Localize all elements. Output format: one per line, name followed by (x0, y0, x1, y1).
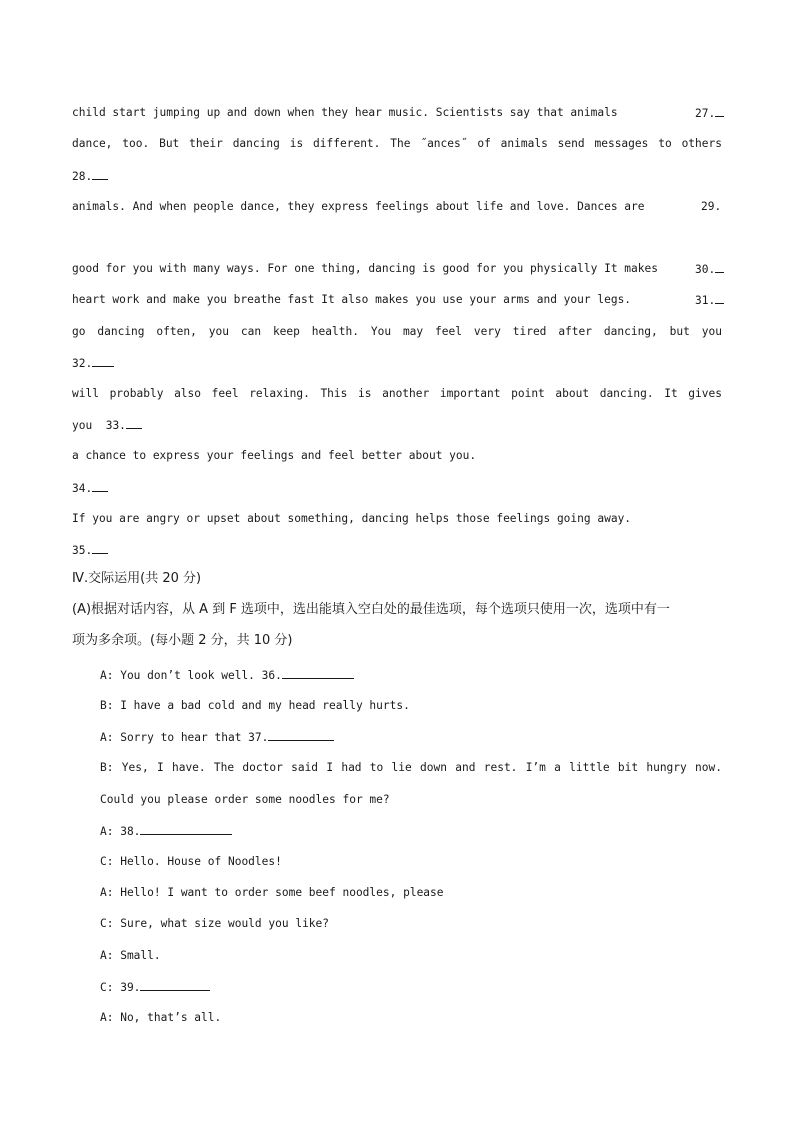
section-instruction-line-2: 项为多余项。(每小题 2 分，共 10 分) (72, 633, 293, 648)
passage-line-1: child start jumping up and down when they hear music. Scientists say that animals (72, 106, 618, 119)
passage-line-7: will probably also feel relaxing. This is another important point about dancing. It gives (72, 387, 722, 400)
blank-29-number: 29. (701, 200, 722, 213)
blank-32-number: 32. (72, 357, 93, 370)
passage-line-3: animals. And when people dance, they express feelings about life and love. Dances are (72, 200, 645, 213)
dialogue-line: A: Small. (100, 949, 161, 962)
blank-29[interactable] (701, 197, 721, 217)
blank-30-line (715, 259, 724, 273)
dialogue-text: A: Sorry to hear that 37. (100, 731, 269, 744)
blank-27-line (715, 103, 724, 117)
blank-32-line (92, 353, 114, 367)
dialogue-line: B: Yes, I have. The doctor said I had to lie down and rest. I’m a little bit hungry now. (100, 761, 722, 774)
dialogue-line: B: I have a bad cold and my head really hurts. (100, 699, 410, 712)
dialogue-line: Could you please order some noodles for me? (100, 793, 390, 806)
passage-line-9: a chance to express your feelings and feel better about you. (72, 449, 477, 462)
passage-line-8: you (72, 419, 93, 432)
blank-34[interactable] (72, 478, 108, 499)
blank-27[interactable] (695, 103, 724, 124)
blank-31[interactable] (695, 290, 724, 311)
dialogue-line: A: No, that’s all. (100, 1011, 222, 1024)
blank-28-line (92, 166, 108, 180)
dialogue-text: C: 39. (100, 981, 141, 994)
blank-36-line (282, 665, 354, 679)
blank-31-number: 31. (695, 294, 716, 307)
blank-28-number: 28. (72, 170, 93, 183)
blank-27-number: 27. (695, 107, 716, 120)
blank-33-number: 33. (105, 419, 126, 432)
passage-line-4: good for you with many ways. For one thing, dancing is good for you physically It makes (72, 262, 658, 275)
dialogue-line: C: Hello. House of Noodles! (100, 855, 282, 868)
blank-33[interactable] (72, 415, 142, 436)
passage-line-10: If you are angry or upset about something, dancing helps those feelings going away. (72, 512, 632, 525)
blank-30-number: 30. (695, 263, 716, 276)
blank-33-line (126, 415, 142, 429)
blank-37-line (268, 727, 334, 741)
blank-35[interactable] (72, 540, 108, 561)
blank-32[interactable] (72, 353, 114, 374)
blank-34-line (92, 478, 108, 492)
dialogue-text: A: You don’t look well. 36. (100, 669, 282, 682)
blank-35-line (92, 540, 108, 554)
section-heading: Ⅳ.交际运用(共 20 分) (72, 571, 202, 586)
dialogue-line-39[interactable] (100, 977, 210, 998)
blank-31-line (715, 290, 724, 304)
dialogue-line: A: Hello! I want to order some beef noodles, please (100, 886, 444, 899)
blank-39-line (140, 977, 210, 991)
dialogue-line-37[interactable] (100, 727, 334, 748)
dialogue-line-38[interactable] (100, 821, 232, 842)
dialogue-line: C: Sure, what size would you like? (100, 917, 330, 930)
blank-38-line (140, 821, 232, 835)
blank-28[interactable] (72, 166, 108, 187)
dialogue-line-36[interactable] (100, 665, 354, 686)
blank-35-number: 35. (72, 544, 93, 557)
passage-line-6: go dancing often, you can keep health. You may feel very tired after dancing, but you (72, 325, 722, 338)
passage-line-5: heart work and make you breathe fast It also makes you use your arms and your legs. (72, 293, 632, 306)
blank-30[interactable] (695, 259, 724, 280)
dialogue-text: A: 38. (100, 825, 141, 838)
passage-line-2: dance, too. But their dancing is different. The ˝ances˝ of animals send messages to others (72, 137, 722, 150)
blank-34-number: 34. (72, 482, 93, 495)
section-instruction-line-1: (A)根据对话内容，从 A 到 F 选项中，选出能填入空白处的最佳选项，每个选项只使用一次，选项中有一 (72, 602, 670, 617)
